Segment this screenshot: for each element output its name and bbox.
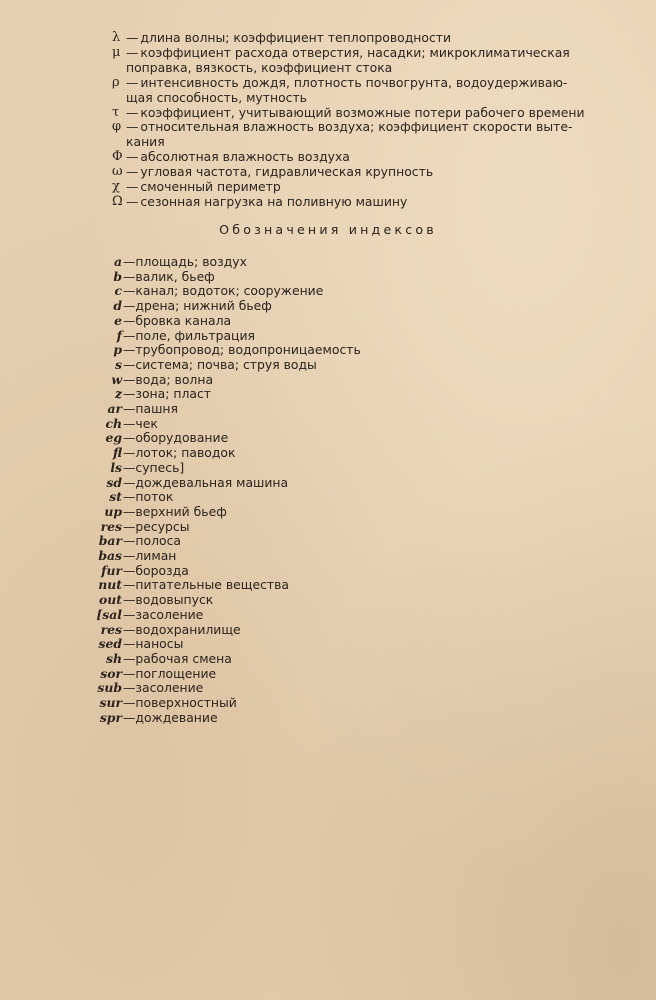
index-entry: fur —борозда: [80, 564, 460, 579]
index-desc: поле, фильтрация: [135, 327, 255, 343]
index-key: e: [114, 312, 122, 328]
symbol-desc: абсолютная влажность воздуха: [140, 149, 350, 165]
symbol-char: Ω: [112, 193, 123, 209]
index-entry: sub —засоление: [80, 681, 460, 696]
index-desc: зона; пласт: [135, 386, 212, 402]
index-key: res: [100, 621, 122, 637]
index-entry: [sal —засоление: [80, 608, 460, 623]
symbol-desc: угловая частота, гидравлическая крупность: [140, 164, 434, 180]
index-key: ar: [107, 401, 122, 417]
index-desc: чек: [135, 415, 158, 431]
symbol-desc: коэффициент расхода отверстия, насадки; микроклиматическая: [140, 44, 570, 60]
symbol-char: Φ: [112, 149, 123, 165]
index-key: bar: [98, 533, 122, 549]
symbol-char: μ: [112, 44, 121, 60]
index-desc: дождевальная машина: [135, 474, 289, 490]
index-entry: ls —супесь]: [80, 461, 460, 476]
index-desc: трубопровод; водопроницаемость: [135, 342, 361, 358]
index-entry: sur —поверхностный: [80, 696, 460, 711]
index-desc: водовыпуск: [135, 592, 214, 608]
index-entry: bar —полоса: [80, 534, 460, 549]
symbol-desc: коэффициент, учитывающий возможные потери рабочего времени: [140, 104, 585, 120]
symbol-entry: ω — угловая частота, гидравлическая крупность: [112, 164, 434, 180]
index-entry: ar —пашня: [80, 402, 460, 417]
symbol-desc: длина волны; коэффициент теплопроводности: [140, 30, 452, 45]
symbol-char: ρ: [112, 74, 120, 90]
index-entry: res —водохранилище: [80, 623, 460, 638]
index-key: up: [104, 503, 122, 519]
index-entry: st —поток: [80, 490, 460, 505]
symbol-entry: τ — коэффициент, учитывающий возможные потери рабочего времени: [112, 104, 585, 120]
index-entry: sor —поглощение: [80, 667, 460, 682]
symbol-char: τ: [112, 104, 120, 120]
index-desc: площадь; воздух: [135, 254, 247, 269]
index-key: st: [109, 489, 122, 505]
index-desc: наносы: [135, 636, 184, 652]
symbol-desc-cont: поправка, вязкость, коэффициент стока: [126, 59, 393, 75]
index-desc: канал; водоток; сооружение: [135, 283, 324, 299]
index-desc: бровка канала: [135, 312, 232, 328]
index-desc: полоса: [135, 533, 181, 549]
index-desc: супесь]: [135, 459, 185, 475]
index-entry: p —трубопровод; водопроницаемость: [80, 343, 460, 358]
index-entry: e —бровка канала: [80, 314, 460, 329]
index-desc: водохранилище: [135, 621, 241, 637]
index-key: p: [113, 342, 122, 358]
index-key: f: [116, 327, 122, 343]
index-key: fur: [101, 562, 122, 578]
index-key: out: [99, 592, 122, 608]
index-key: z: [114, 386, 122, 402]
index-entry: d —дрена; нижний бьеф: [80, 299, 460, 314]
index-key: b: [113, 268, 122, 284]
index-key: sub: [97, 680, 122, 696]
index-entry: sd —дождевальная машина: [80, 476, 460, 491]
symbol-desc: относительная влажность воздуха; коэффициент скорости выте-: [140, 119, 573, 135]
index-entry: res —ресурсы: [80, 520, 460, 535]
index-key: sh: [106, 650, 122, 666]
symbol-char: χ: [112, 179, 120, 195]
index-desc: дождевание: [135, 709, 218, 725]
index-key: s: [115, 356, 122, 372]
index-key: sor: [100, 665, 122, 681]
index-key: sd: [106, 474, 122, 490]
symbol-desc-cont: щая способность, мутность: [126, 89, 307, 105]
index-entry: nut —питательные вещества: [80, 578, 460, 593]
index-entry: b —валик, бьеф: [80, 270, 460, 285]
index-desc: поверхностный: [135, 695, 237, 711]
index-entry: eg —оборудование: [80, 431, 460, 446]
index-desc: пашня: [135, 401, 178, 417]
index-key: nut: [98, 577, 122, 593]
index-entry: w —вода; волна: [80, 373, 460, 388]
symbol-entry: Φ — абсолютная влажность воздуха: [112, 149, 350, 165]
index-key: sur: [99, 695, 122, 711]
index-entry: a —площадь; воздух: [80, 255, 460, 270]
symbol-entry: λ — длина волны; коэффициент теплопроводности: [112, 30, 452, 45]
index-entry: out —водовыпуск: [80, 593, 460, 608]
index-desc: оборудование: [135, 430, 229, 446]
index-entry: up —верхний бьеф: [80, 505, 460, 520]
index-key: w: [111, 371, 122, 387]
index-desc: питательные вещества: [135, 577, 290, 593]
symbol-char: φ: [112, 119, 122, 135]
index-entry: sed —наносы: [80, 637, 460, 652]
index-desc: система; почва; струя воды: [135, 356, 317, 372]
symbol-entry: Ω — сезонная нагрузка на поливную машину: [112, 193, 408, 209]
symbol-desc: сезонная нагрузка на поливную машину: [140, 193, 408, 209]
symbol-desc: смоченный периметр: [140, 179, 281, 195]
symbol-entry: ρ — интенсивность дождя, плотность почвогрунта, водоудерживаю- щая способность, мутность: [112, 76, 612, 106]
index-entry: z —зона; пласт: [80, 387, 460, 402]
symbol-desc-cont: кания: [126, 134, 165, 150]
index-entry: fl —лоток; паводок: [80, 446, 460, 461]
index-desc: поток: [135, 489, 174, 505]
index-key: res: [100, 518, 122, 534]
index-key: [sal: [96, 606, 122, 622]
index-desc: борозда: [135, 562, 189, 578]
index-desc: вода; волна: [135, 371, 214, 387]
index-entry: s —система; почва; струя воды: [80, 358, 460, 373]
index-desc: лиман: [135, 548, 177, 564]
index-key: sed: [98, 636, 122, 652]
index-key: d: [113, 298, 122, 314]
index-desc: рабочая смена: [135, 650, 232, 666]
index-desc: валик, бьеф: [135, 268, 215, 284]
index-entry: ch —чек: [80, 417, 460, 432]
index-entry: sh —рабочая смена: [80, 652, 460, 667]
index-entry: bas —лиман: [80, 549, 460, 564]
index-key: ch: [105, 415, 122, 431]
index-desc: дрена; нижний бьеф: [135, 298, 272, 314]
symbol-char: λ: [112, 30, 121, 45]
index-entry: f —поле, фильтрация: [80, 329, 460, 344]
symbol-desc: интенсивность дождя, плотность почвогрунта, водоудерживаю-: [140, 74, 568, 90]
index-desc: засоление: [135, 606, 204, 622]
index-key: eg: [105, 430, 122, 446]
index-desc: засоление: [135, 680, 204, 696]
index-entry: spr —дождевание: [80, 711, 460, 726]
index-entry: c —канал; водоток; сооружение: [80, 284, 460, 299]
index-desc: поглощение: [135, 665, 217, 681]
index-key: fl: [112, 445, 122, 461]
symbols-list: [112, 31, 612, 210]
index-desc: лоток; паводок: [135, 445, 236, 461]
section-heading: Обозначения индексов: [219, 222, 437, 237]
index-key: bas: [98, 548, 122, 564]
index-desc: ресурсы: [135, 518, 190, 534]
index-desc: верхний бьеф: [135, 503, 227, 519]
symbol-entry: φ — относительная влажность воздуха; коэффициент скорости выте- кания: [112, 120, 612, 150]
index-key: spr: [99, 709, 122, 725]
symbol-char: ω: [112, 164, 123, 180]
index-key: a: [113, 254, 122, 269]
indices-list: [80, 255, 460, 726]
symbol-entry: χ — смоченный периметр: [112, 179, 281, 195]
index-key: c: [114, 283, 122, 299]
symbol-entry: μ — коэффициент расхода отверстия, насадки; микроклиматическая поправка, вязкость, коэффициент стока: [112, 46, 612, 76]
index-key: ls: [110, 459, 122, 475]
